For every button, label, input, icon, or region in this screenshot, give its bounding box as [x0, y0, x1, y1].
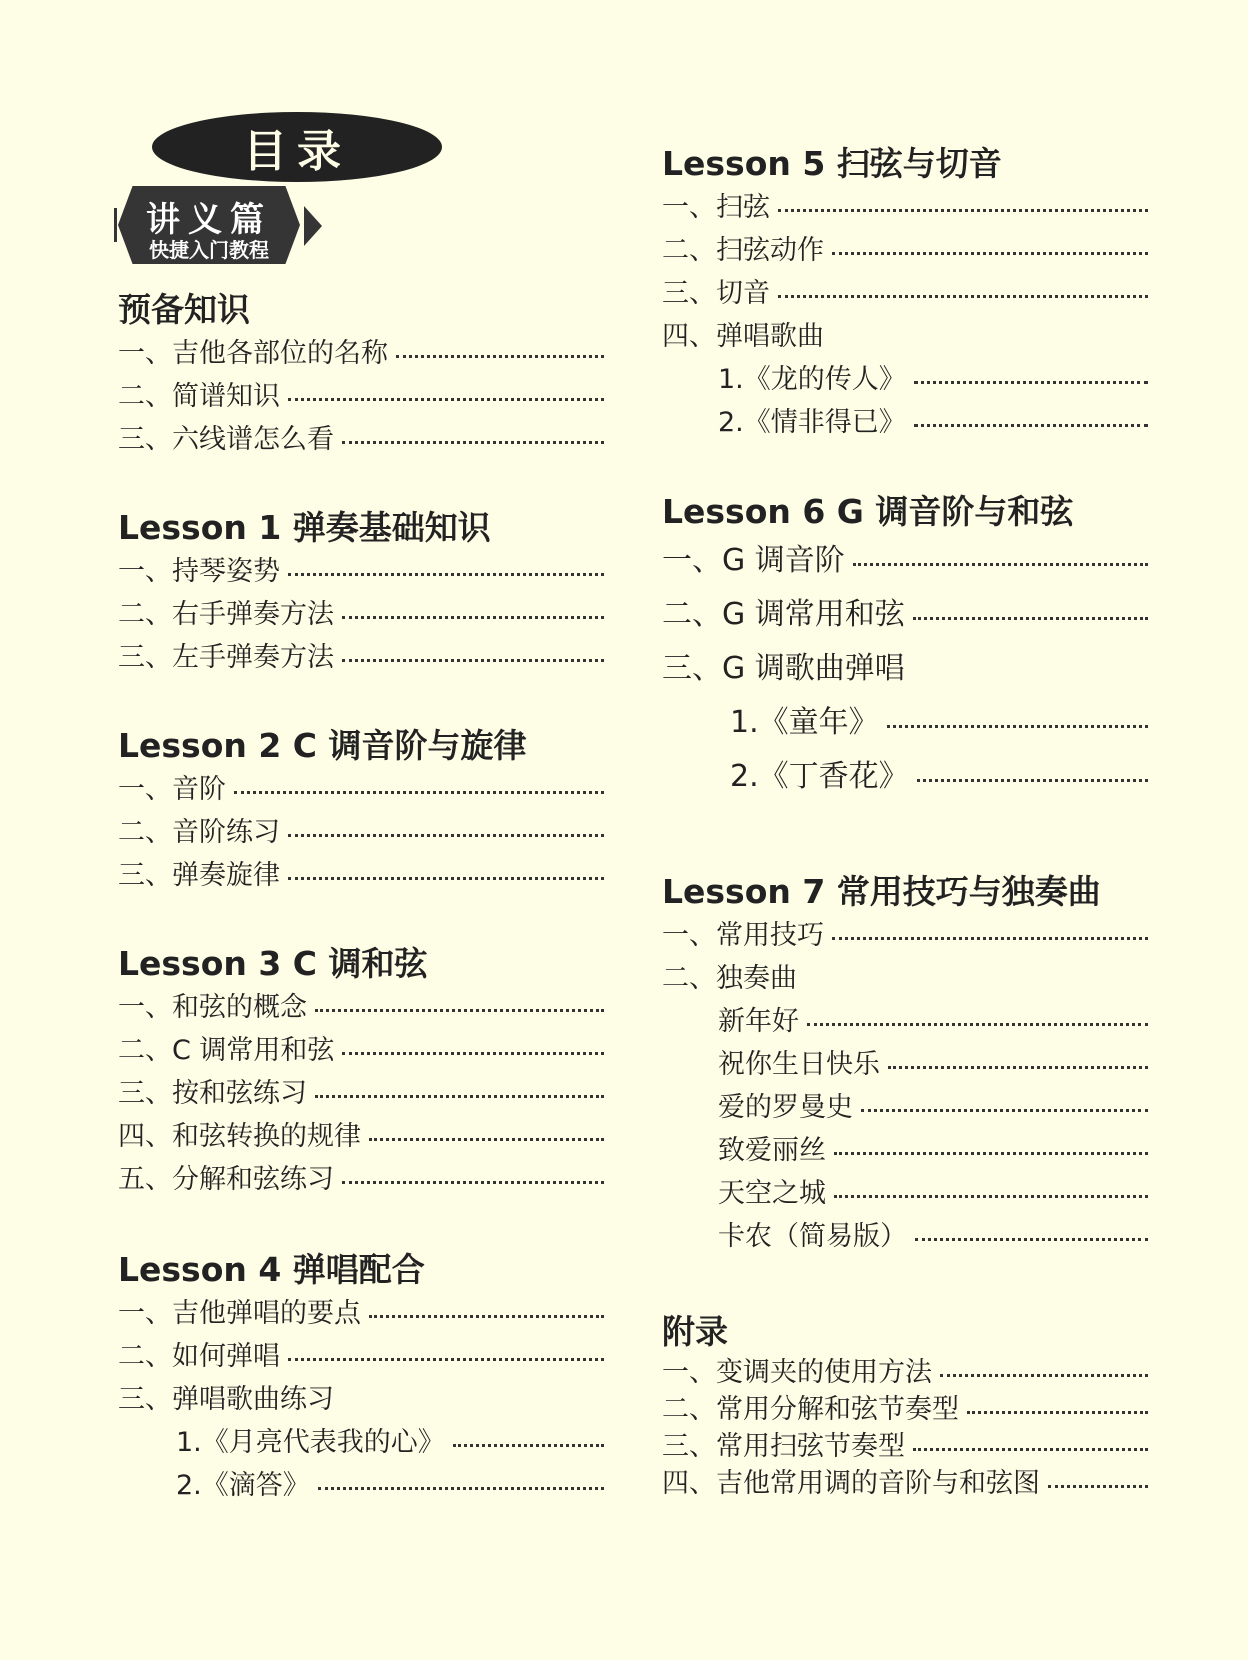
section-lesson-2 — [118, 724, 604, 897]
leader-dots — [834, 1192, 1148, 1198]
toc-title: 目录 — [152, 112, 442, 182]
badge-subtitle: 快捷入门教程 — [149, 238, 269, 262]
toc-entry-text: 卡农（简易版） — [718, 1221, 907, 1252]
toc-entry-text: 四、弹唱歌曲 — [662, 321, 824, 352]
toc-entry[interactable] — [118, 1378, 604, 1421]
toc-entry[interactable] — [662, 272, 1148, 315]
toc-entry-text: 2.《滴答》 — [176, 1470, 310, 1501]
leader-dots — [807, 1020, 1148, 1026]
toc-entry-text: 一、常用技巧 — [662, 920, 824, 951]
toc-entry-text: 一、扫弦 — [662, 192, 770, 223]
toc-entry-text: 1.《龙的传人》 — [718, 364, 906, 395]
badge-title: 讲义篇 — [146, 200, 272, 240]
section-lesson-6 — [662, 490, 1148, 804]
toc-entry-text: 二、扫弦动作 — [662, 235, 824, 266]
toc-entry[interactable] — [662, 315, 1148, 358]
toc-entry-text: 二、如何弹唱 — [118, 1341, 280, 1372]
leader-dots — [853, 560, 1148, 566]
toc-entry[interactable] — [118, 854, 604, 897]
toc-entry-text: 二、C 调常用和弦 — [118, 1035, 335, 1066]
toc-entry-text: 三、按和弦练习 — [118, 1078, 307, 1109]
leader-dots — [913, 614, 1148, 620]
leader-dots — [1048, 1482, 1148, 1488]
toc-entry[interactable] — [118, 1335, 604, 1378]
toc-entry[interactable] — [662, 186, 1148, 229]
toc-entry[interactable] — [662, 1086, 1148, 1129]
toc-entry-text: 二、音阶练习 — [118, 817, 280, 848]
leader-dots — [967, 1408, 1148, 1414]
section-prep — [118, 288, 604, 461]
leader-dots — [342, 438, 604, 444]
section-lesson-5 — [662, 142, 1148, 444]
section-badge — [114, 186, 304, 264]
section-heading: Lesson 7 常用技巧与独奏曲 — [662, 872, 1101, 911]
leader-dots — [342, 613, 604, 619]
toc-entry[interactable] — [662, 358, 1148, 401]
leader-dots — [453, 1441, 604, 1447]
toc-entry[interactable] — [662, 1000, 1148, 1043]
toc-entry-text: 二、常用分解和弦节奏型 — [662, 1394, 959, 1425]
toc-entry[interactable] — [662, 696, 1148, 750]
toc-entry-text: 2.《情非得已》 — [718, 407, 906, 438]
section-lesson-3 — [118, 942, 604, 1201]
leader-dots — [315, 1006, 604, 1012]
toc-entry[interactable] — [118, 768, 604, 811]
toc-entry-text: 二、G 调常用和弦 — [662, 597, 905, 632]
toc-entry[interactable] — [118, 1292, 604, 1335]
toc-entry-text: 爱的罗曼史 — [718, 1092, 853, 1123]
leader-dots — [288, 1355, 604, 1361]
toc-entry[interactable] — [662, 1428, 1148, 1465]
toc-entry-text: 四、吉他常用调的音阶与和弦图 — [662, 1468, 1040, 1499]
toc-entry-text: 三、切音 — [662, 278, 770, 309]
section-heading: Lesson 3 C 调和弦 — [118, 944, 428, 983]
toc-entry[interactable] — [118, 986, 604, 1029]
toc-entry[interactable] — [118, 1421, 604, 1464]
section-heading: Lesson 5 扫弦与切音 — [662, 144, 1002, 183]
toc-entry-text: 致爱丽丝 — [718, 1135, 826, 1166]
section-heading: Lesson 4 弹唱配合 — [118, 1250, 425, 1289]
section-heading: Lesson 6 G 调音阶与和弦 — [662, 492, 1074, 531]
toc-entry-text: 祝你生日快乐 — [718, 1049, 880, 1080]
leader-dots — [940, 1371, 1148, 1377]
toc-entry-text: 二、独奏曲 — [662, 963, 797, 994]
toc-entry[interactable] — [118, 332, 604, 375]
leader-dots — [288, 395, 604, 401]
toc-entry[interactable] — [118, 1115, 604, 1158]
toc-entry-text: 新年好 — [718, 1006, 799, 1037]
toc-entry[interactable] — [662, 914, 1148, 957]
toc-entry[interactable] — [662, 642, 1148, 696]
leader-dots — [318, 1484, 604, 1490]
toc-entry[interactable] — [118, 550, 604, 593]
leader-dots — [917, 776, 1148, 782]
toc-entry[interactable] — [118, 1464, 604, 1507]
leader-dots — [914, 378, 1148, 384]
toc-entry[interactable] — [662, 1215, 1148, 1258]
leader-dots — [234, 788, 604, 794]
toc-entry[interactable] — [662, 1129, 1148, 1172]
section-lesson-7 — [662, 870, 1148, 1258]
leader-dots — [888, 1063, 1148, 1069]
toc-entry-text: 一、吉他弹唱的要点 — [118, 1298, 361, 1329]
toc-entry-text: 三、六线谱怎么看 — [118, 424, 334, 455]
toc-entry[interactable] — [118, 593, 604, 636]
toc-entry[interactable] — [662, 1465, 1148, 1502]
toc-entry-text: 三、弹奏旋律 — [118, 860, 280, 891]
toc-entry[interactable] — [662, 750, 1148, 804]
section-lesson-1 — [118, 506, 604, 679]
toc-entry-text: 一、持琴姿势 — [118, 556, 280, 587]
toc-entry[interactable] — [118, 636, 604, 679]
leader-dots — [915, 1235, 1148, 1241]
toc-entry-text: 一、变调夹的使用方法 — [662, 1357, 932, 1388]
leader-dots — [342, 656, 604, 662]
leader-dots — [832, 249, 1148, 255]
toc-entry-text: 天空之城 — [718, 1178, 826, 1209]
leader-dots — [834, 1149, 1148, 1155]
leader-dots — [913, 1445, 1148, 1451]
section-heading: Lesson 1 弹奏基础知识 — [118, 508, 491, 547]
toc-entry[interactable] — [662, 1043, 1148, 1086]
toc-entry-text: 三、G 调歌曲弹唱 — [662, 651, 905, 686]
toc-entry[interactable] — [662, 588, 1148, 642]
toc-entry[interactable] — [662, 1354, 1148, 1391]
toc-entry[interactable] — [662, 1172, 1148, 1215]
leader-dots — [369, 1312, 604, 1318]
toc-entry-text: 三、弹唱歌曲练习 — [118, 1384, 334, 1415]
toc-entry-text: 一、和弦的概念 — [118, 992, 307, 1023]
leader-dots — [288, 570, 604, 576]
toc-entry-text: 一、音阶 — [118, 774, 226, 805]
toc-entry-text: 1.《童年》 — [730, 705, 879, 740]
leader-dots — [914, 421, 1148, 427]
toc-entry[interactable] — [662, 534, 1148, 588]
toc-entry-text: 五、分解和弦练习 — [118, 1164, 334, 1195]
toc-entry-text: 一、吉他各部位的名称 — [118, 338, 388, 369]
toc-entry-text: 一、G 调音阶 — [662, 543, 845, 578]
leader-dots — [887, 722, 1148, 728]
toc-entry-text: 三、常用扫弦节奏型 — [662, 1431, 905, 1462]
section-lesson-4 — [118, 1248, 604, 1507]
section-appendix — [662, 1310, 1148, 1502]
toc-entry[interactable] — [662, 229, 1148, 272]
toc-entry[interactable] — [118, 1158, 604, 1201]
toc-entry[interactable] — [662, 1391, 1148, 1428]
toc-entry-text: 二、简谱知识 — [118, 381, 280, 412]
toc-entry[interactable] — [118, 1029, 604, 1072]
toc-entry-text: 二、右手弹奏方法 — [118, 599, 334, 630]
leader-dots — [861, 1106, 1148, 1112]
toc-entry[interactable] — [662, 401, 1148, 444]
toc-entry[interactable] — [118, 811, 604, 854]
arrow-right-icon — [304, 206, 322, 246]
toc-entry-text: 四、和弦转换的规律 — [118, 1121, 361, 1152]
toc-entry-text: 三、左手弹奏方法 — [118, 642, 334, 673]
section-heading: Lesson 2 C 调音阶与旋律 — [118, 726, 527, 765]
leader-dots — [396, 352, 604, 358]
section-heading: 预备知识 — [118, 290, 250, 329]
leader-dots — [315, 1092, 604, 1098]
leader-dots — [369, 1135, 604, 1141]
toc-entry[interactable] — [118, 1072, 604, 1115]
toc-entry[interactable] — [662, 957, 1148, 1000]
leader-dots — [778, 206, 1148, 212]
leader-dots — [832, 934, 1148, 940]
leader-dots — [288, 831, 604, 837]
leader-dots — [288, 874, 604, 880]
leader-dots — [342, 1049, 604, 1055]
leader-dots — [778, 292, 1148, 298]
section-heading: 附录 — [662, 1312, 728, 1351]
toc-entry-text: 1.《月亮代表我的心》 — [176, 1427, 445, 1458]
leader-dots — [342, 1178, 604, 1184]
toc-entry[interactable] — [118, 375, 604, 418]
toc-entry-text: 2.《丁香花》 — [730, 759, 909, 794]
toc-entry[interactable] — [118, 418, 604, 461]
